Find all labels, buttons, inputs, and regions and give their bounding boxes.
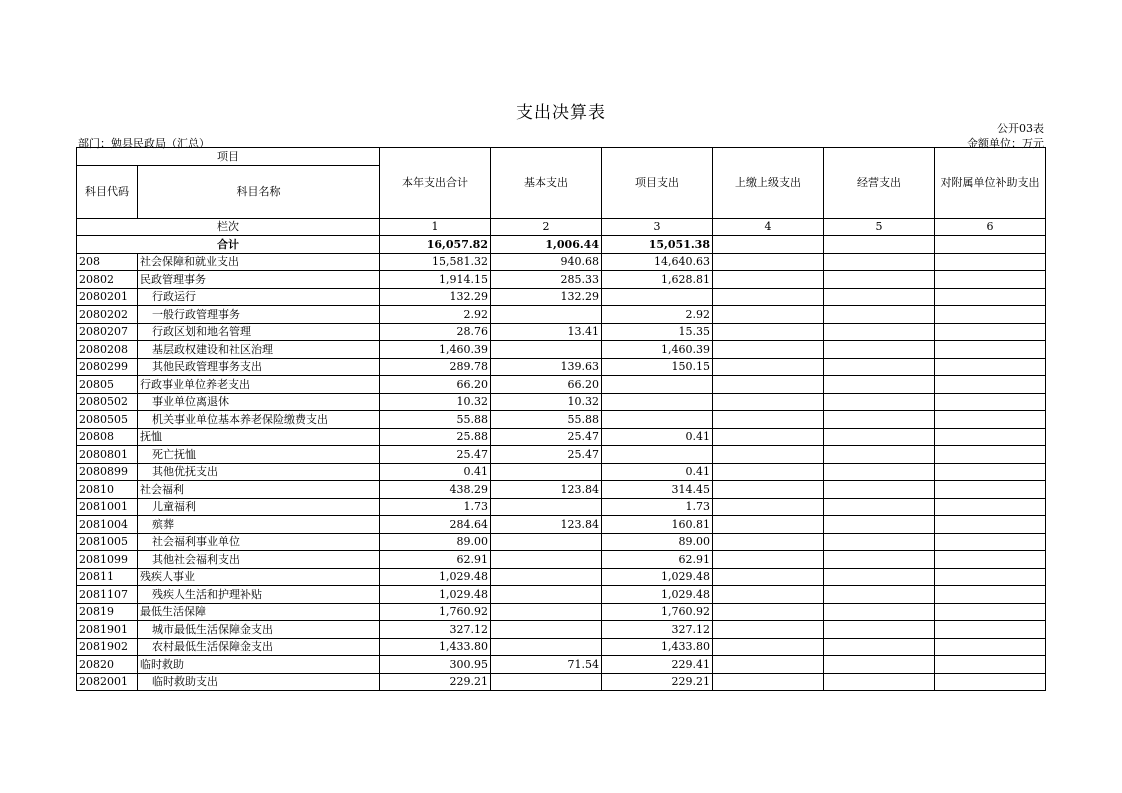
row-upper	[713, 271, 824, 289]
table-row	[77, 463, 1046, 481]
subject-code: 208	[77, 253, 138, 271]
row-basic: 285.33	[491, 271, 602, 289]
table-row	[77, 288, 1046, 306]
row-business	[824, 463, 935, 481]
subject-code: 2080502	[77, 393, 138, 411]
subject-name: 殡葬	[138, 516, 380, 534]
row-basic	[491, 621, 602, 639]
subject-code: 20819	[77, 603, 138, 621]
subject-code: 2080299	[77, 358, 138, 376]
row-upper	[713, 358, 824, 376]
department-label: 部门：勉县民政局（汇总）	[78, 137, 210, 150]
row-subsidy	[935, 358, 1046, 376]
table-row	[77, 498, 1046, 516]
row-upper	[713, 568, 824, 586]
column-number: 5	[824, 218, 935, 236]
table-row	[77, 411, 1046, 429]
column-number-row	[77, 218, 1046, 236]
row-upper	[713, 533, 824, 551]
row-upper	[713, 376, 824, 394]
row-subsidy	[935, 516, 1046, 534]
total-row	[77, 236, 1046, 254]
subject-name: 社会福利事业单位	[138, 533, 380, 551]
row-basic: 132.29	[491, 288, 602, 306]
subject-code: 2080201	[77, 288, 138, 306]
table-row	[77, 533, 1046, 551]
subject-name: 行政事业单位养老支出	[138, 376, 380, 394]
subject-code: 2080202	[77, 306, 138, 324]
row-subsidy	[935, 586, 1046, 604]
row-basic	[491, 586, 602, 604]
row-business	[824, 376, 935, 394]
row-item: 62.91	[602, 551, 713, 569]
subject-name: 行政区划和地名管理	[138, 323, 380, 341]
table-row	[77, 306, 1046, 324]
subject-code: 2081902	[77, 638, 138, 656]
total-subsidy	[935, 236, 1046, 254]
subject-name: 临时救助支出	[138, 673, 380, 691]
column-number: 6	[935, 218, 1046, 236]
row-total: 132.29	[380, 288, 491, 306]
subject-name: 社会保障和就业支出	[138, 253, 380, 271]
row-total: 2.92	[380, 306, 491, 324]
table-row	[77, 376, 1046, 394]
row-basic: 71.54	[491, 656, 602, 674]
row-subsidy	[935, 288, 1046, 306]
row-item: 229.21	[602, 673, 713, 691]
table-row	[77, 341, 1046, 359]
table-row	[77, 568, 1046, 586]
subject-code: 20808	[77, 428, 138, 446]
row-upper	[713, 656, 824, 674]
row-subsidy	[935, 411, 1046, 429]
row-business	[824, 253, 935, 271]
row-upper	[713, 638, 824, 656]
row-upper	[713, 673, 824, 691]
header-code: 科目代码	[77, 165, 138, 218]
total-business	[824, 236, 935, 254]
row-subsidy	[935, 393, 1046, 411]
table-row	[77, 586, 1046, 604]
column-number: 3	[602, 218, 713, 236]
table-row	[77, 271, 1046, 289]
row-upper	[713, 446, 824, 464]
row-subsidy	[935, 568, 1046, 586]
row-business	[824, 498, 935, 516]
row-item: 1,029.48	[602, 586, 713, 604]
row-basic	[491, 498, 602, 516]
table-row	[77, 481, 1046, 499]
row-total: 300.95	[380, 656, 491, 674]
subject-code: 20811	[77, 568, 138, 586]
total-amount: 16,057.82	[380, 236, 491, 254]
row-basic	[491, 463, 602, 481]
row-item	[602, 411, 713, 429]
row-upper	[713, 428, 824, 446]
row-total: 66.20	[380, 376, 491, 394]
row-subsidy	[935, 446, 1046, 464]
row-item	[602, 288, 713, 306]
row-total: 284.64	[380, 516, 491, 534]
row-subsidy	[935, 463, 1046, 481]
subject-name: 农村最低生活保障金支出	[138, 638, 380, 656]
row-business	[824, 516, 935, 534]
row-total: 1,460.39	[380, 341, 491, 359]
row-subsidy	[935, 481, 1046, 499]
header-subsidy: 对附属单位补助支出	[935, 148, 1046, 219]
row-subsidy	[935, 603, 1046, 621]
row-basic: 25.47	[491, 428, 602, 446]
row-business	[824, 568, 935, 586]
row-basic: 123.84	[491, 516, 602, 534]
row-upper	[713, 393, 824, 411]
row-subsidy	[935, 621, 1046, 639]
row-upper	[713, 288, 824, 306]
row-business	[824, 323, 935, 341]
subject-code: 2082001	[77, 673, 138, 691]
row-total: 28.76	[380, 323, 491, 341]
row-business	[824, 551, 935, 569]
row-subsidy	[935, 376, 1046, 394]
expenditure-table	[76, 147, 1046, 691]
row-subsidy	[935, 323, 1046, 341]
row-upper	[713, 463, 824, 481]
row-subsidy	[935, 673, 1046, 691]
row-upper	[713, 551, 824, 569]
row-total: 25.47	[380, 446, 491, 464]
row-basic: 66.20	[491, 376, 602, 394]
subject-name: 其他社会福利支出	[138, 551, 380, 569]
subject-name: 基层政权建设和社区治理	[138, 341, 380, 359]
row-business	[824, 533, 935, 551]
row-item: 1.73	[602, 498, 713, 516]
header-row-top	[77, 148, 1046, 166]
column-number: 1	[380, 218, 491, 236]
row-subsidy	[935, 253, 1046, 271]
row-subsidy	[935, 428, 1046, 446]
row-business	[824, 411, 935, 429]
row-item: 1,628.81	[602, 271, 713, 289]
row-total: 1,914.15	[380, 271, 491, 289]
row-item	[602, 376, 713, 394]
row-subsidy	[935, 271, 1046, 289]
row-item: 160.81	[602, 516, 713, 534]
header-project: 项目	[77, 148, 380, 166]
table-row	[77, 551, 1046, 569]
row-basic: 940.68	[491, 253, 602, 271]
row-item: 327.12	[602, 621, 713, 639]
subject-name: 民政管理事务	[138, 271, 380, 289]
subject-name: 其他民政管理事务支出	[138, 358, 380, 376]
table-row	[77, 358, 1046, 376]
subject-code: 20802	[77, 271, 138, 289]
amount-unit-label: 金额单位：万元	[967, 137, 1044, 150]
row-subsidy	[935, 638, 1046, 656]
row-item: 2.92	[602, 306, 713, 324]
row-total: 438.29	[380, 481, 491, 499]
row-business	[824, 638, 935, 656]
subject-name: 残疾人事业	[138, 568, 380, 586]
row-subsidy	[935, 533, 1046, 551]
row-total: 1,029.48	[380, 586, 491, 604]
row-business	[824, 271, 935, 289]
table-row	[77, 516, 1046, 534]
table-row	[77, 253, 1046, 271]
row-upper	[713, 323, 824, 341]
row-upper	[713, 481, 824, 499]
table-row	[77, 621, 1046, 639]
row-upper	[713, 253, 824, 271]
row-upper	[713, 341, 824, 359]
row-business	[824, 656, 935, 674]
row-item: 1,433.80	[602, 638, 713, 656]
row-basic	[491, 551, 602, 569]
row-business	[824, 603, 935, 621]
header-basic: 基本支出	[491, 148, 602, 219]
subject-code: 2081001	[77, 498, 138, 516]
row-business	[824, 481, 935, 499]
table-row	[77, 673, 1046, 691]
row-item: 1,029.48	[602, 568, 713, 586]
row-upper	[713, 411, 824, 429]
subject-name: 机关事业单位基本养老保险缴费支出	[138, 411, 380, 429]
row-item: 1,760.92	[602, 603, 713, 621]
row-basic	[491, 533, 602, 551]
row-total: 1,760.92	[380, 603, 491, 621]
total-basic: 1,006.44	[491, 236, 602, 254]
column-number: 2	[491, 218, 602, 236]
row-upper	[713, 603, 824, 621]
subject-code: 2081099	[77, 551, 138, 569]
subject-code: 2080899	[77, 463, 138, 481]
row-total: 289.78	[380, 358, 491, 376]
subject-name: 行政运行	[138, 288, 380, 306]
row-business	[824, 358, 935, 376]
subject-name: 社会福利	[138, 481, 380, 499]
table-row	[77, 428, 1046, 446]
row-total: 62.91	[380, 551, 491, 569]
subject-code: 2080207	[77, 323, 138, 341]
row-business	[824, 341, 935, 359]
row-item: 14,640.63	[602, 253, 713, 271]
row-basic	[491, 568, 602, 586]
page-title: 支出决算表	[516, 103, 606, 123]
row-upper	[713, 498, 824, 516]
header-upper: 上缴上级支出	[713, 148, 824, 219]
row-upper	[713, 516, 824, 534]
subject-code: 2081107	[77, 586, 138, 604]
row-item: 229.41	[602, 656, 713, 674]
row-business	[824, 428, 935, 446]
row-total: 10.32	[380, 393, 491, 411]
total-upper	[713, 236, 824, 254]
row-item: 0.41	[602, 463, 713, 481]
row-total: 55.88	[380, 411, 491, 429]
row-total: 327.12	[380, 621, 491, 639]
table-row	[77, 393, 1046, 411]
total-item: 15,051.38	[602, 236, 713, 254]
row-subsidy	[935, 306, 1046, 324]
row-total: 15,581.32	[380, 253, 491, 271]
row-total: 1,433.80	[380, 638, 491, 656]
row-business	[824, 306, 935, 324]
subject-name: 残疾人生活和护理补贴	[138, 586, 380, 604]
table-row	[77, 323, 1046, 341]
subject-code: 2080505	[77, 411, 138, 429]
subject-name: 最低生活保障	[138, 603, 380, 621]
subject-name: 抚恤	[138, 428, 380, 446]
row-basic	[491, 306, 602, 324]
header-business: 经营支出	[824, 148, 935, 219]
row-upper	[713, 306, 824, 324]
form-number: 公开03表	[997, 122, 1044, 135]
row-business	[824, 446, 935, 464]
row-basic	[491, 603, 602, 621]
row-total: 1,029.48	[380, 568, 491, 586]
row-total: 1.73	[380, 498, 491, 516]
row-upper	[713, 586, 824, 604]
row-item: 89.00	[602, 533, 713, 551]
row-subsidy	[935, 551, 1046, 569]
subject-name: 其他优抚支出	[138, 463, 380, 481]
subject-code: 20820	[77, 656, 138, 674]
row-basic: 139.63	[491, 358, 602, 376]
total-label: 合计	[77, 236, 380, 254]
row-item: 1,460.39	[602, 341, 713, 359]
row-item	[602, 446, 713, 464]
column-number: 4	[713, 218, 824, 236]
row-basic: 13.41	[491, 323, 602, 341]
subject-code: 2081901	[77, 621, 138, 639]
row-business	[824, 586, 935, 604]
row-upper	[713, 621, 824, 639]
row-subsidy	[935, 341, 1046, 359]
table-row	[77, 656, 1046, 674]
subject-name: 一般行政管理事务	[138, 306, 380, 324]
row-total: 89.00	[380, 533, 491, 551]
table-row	[77, 603, 1046, 621]
row-basic: 10.32	[491, 393, 602, 411]
row-item: 0.41	[602, 428, 713, 446]
row-basic: 25.47	[491, 446, 602, 464]
subject-code: 20810	[77, 481, 138, 499]
subject-name: 临时救助	[138, 656, 380, 674]
subject-code: 2080208	[77, 341, 138, 359]
row-item: 314.45	[602, 481, 713, 499]
subject-name: 儿童福利	[138, 498, 380, 516]
row-item: 15.35	[602, 323, 713, 341]
column-number-label: 栏次	[77, 218, 380, 236]
subject-code: 20805	[77, 376, 138, 394]
row-business	[824, 673, 935, 691]
row-subsidy	[935, 656, 1046, 674]
subject-code: 2081005	[77, 533, 138, 551]
row-total: 25.88	[380, 428, 491, 446]
subject-name: 城市最低生活保障金支出	[138, 621, 380, 639]
header-name: 科目名称	[138, 165, 380, 218]
row-item	[602, 393, 713, 411]
row-business	[824, 621, 935, 639]
row-total: 229.21	[380, 673, 491, 691]
header-total: 本年支出合计	[380, 148, 491, 219]
row-subsidy	[935, 498, 1046, 516]
subject-code: 2081004	[77, 516, 138, 534]
table-row	[77, 446, 1046, 464]
header-item: 项目支出	[602, 148, 713, 219]
row-total: 0.41	[380, 463, 491, 481]
row-business	[824, 393, 935, 411]
row-item: 150.15	[602, 358, 713, 376]
row-basic: 123.84	[491, 481, 602, 499]
row-basic: 55.88	[491, 411, 602, 429]
row-basic	[491, 673, 602, 691]
subject-code: 2080801	[77, 446, 138, 464]
subject-name: 事业单位离退休	[138, 393, 380, 411]
row-basic	[491, 638, 602, 656]
subject-name: 死亡抚恤	[138, 446, 380, 464]
row-basic	[491, 341, 602, 359]
table-row	[77, 638, 1046, 656]
row-business	[824, 288, 935, 306]
